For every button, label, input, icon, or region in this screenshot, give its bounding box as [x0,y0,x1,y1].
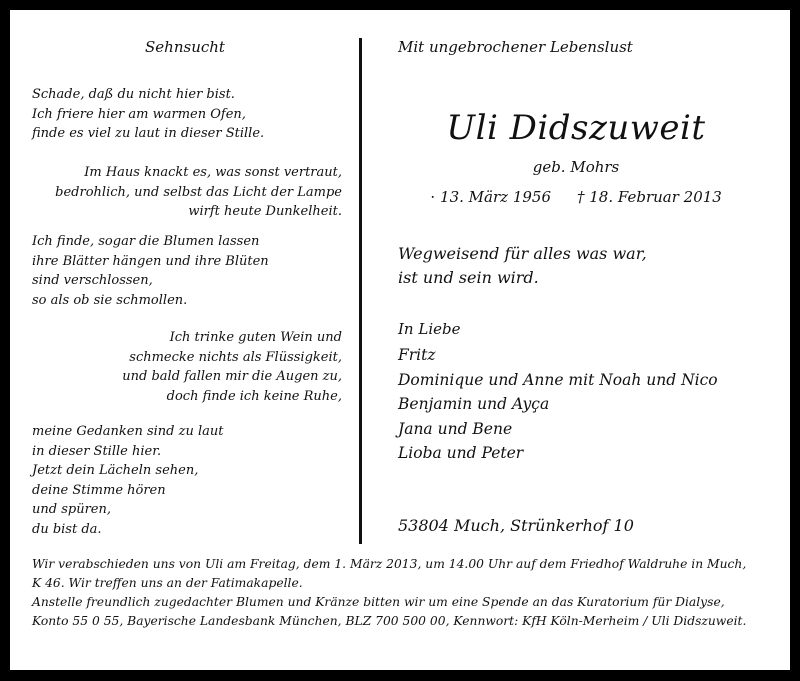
deceased-name: Uli Didszuweit [446,108,706,148]
footer-line: K 46. Wir treffen uns an der Fatimakapelle. [32,576,303,590]
poem-line: Ich finde, sogar die Blumen lassen [32,234,260,249]
verse-line: Wegweisend für alles was war, [398,244,647,263]
poem-line: schmecke nichts als Flüssigkeit, [129,349,342,365]
death-date: † 18. Februar 2013 [577,188,722,206]
mourner: Lioba und Peter [398,444,524,462]
footer-line: Wir verabschieden uns von Uli am Freitag, dem 1. März 2013, um 14.00 Uhr auf dem Friedhof Waldruhe in Much, [32,557,747,571]
poem-stanza [32,232,342,310]
poem-line: so als ob sie schmollen. [32,292,188,308]
poem-line: in dieser Stille hier. [32,443,162,459]
poem-line: du bist da. [32,521,102,537]
poem-line: ihre Blätter hängen und ihre Blüten [32,253,269,269]
footer-line: Anstelle freundlich zugedachter Blumen und Kränze bitten wir um eine Spende an das Kuratorium für Dialyse, [32,595,725,609]
poem-stanza [32,163,342,222]
poem-line: und bald fallen mir die Augen zu, [122,369,342,384]
in-love-label: In Liebe [398,320,461,338]
memorial-verse [398,242,647,290]
poem-line: meine Gedanken sind zu laut [32,424,224,439]
funeral-details [32,555,782,631]
life-dates [362,188,790,206]
birth-date: ⋅ 13. März 1956 [430,188,551,206]
address: 53804 Much, Strünkerhof 10 [398,516,634,535]
poem-line: bedrohlich, und selbst das Licht der Lampe [55,184,342,200]
poem-line: finde es viel zu laut in dieser Stille. [32,126,265,141]
mourner: Benjamin und Ayça [398,395,550,413]
poem-line: und spüren, [32,502,111,517]
poem-line: Im Haus knackt es, was sonst vertraut, [84,165,342,180]
verse-line: ist und sein wird. [398,268,539,287]
poem-line: doch finde ich keine Ruhe, [166,388,342,404]
birth-name: geb. Mohrs [532,158,620,176]
poem-line: sind verschlossen, [32,273,153,288]
mourners-list [398,343,718,466]
poem-line: Jetzt dein Lächeln sehen, [32,463,199,478]
obituary-notice [10,10,790,670]
poem-line: Schade, daß du nicht hier bist. [32,87,235,102]
poem-line: deine Stimme hören [32,482,166,498]
mourner: Fritz [398,346,436,364]
mourner: Jana und Bene [398,419,513,438]
poem-line: Ich trinke guten Wein und [169,330,342,345]
poem-stanza [32,85,342,144]
mourner: Dominique und Anne mit Noah und Nico [398,370,718,389]
poem-line: Ich friere hier am warmen Ofen, [32,106,246,122]
footer-line: Konto 55 0 55, Bayerische Landesbank München, BLZ 700 500 00, Kennwort: KfH Köln-Merheim / Uli Didszuweit. [32,614,747,628]
poem-line: wirft heute Dunkelheit. [188,204,342,219]
poem-stanza [32,422,342,539]
poem-stanza [32,328,342,406]
poem-title: Sehnsucht [145,38,225,56]
motto: Mit ungebrochener Lebenslust [398,38,633,56]
